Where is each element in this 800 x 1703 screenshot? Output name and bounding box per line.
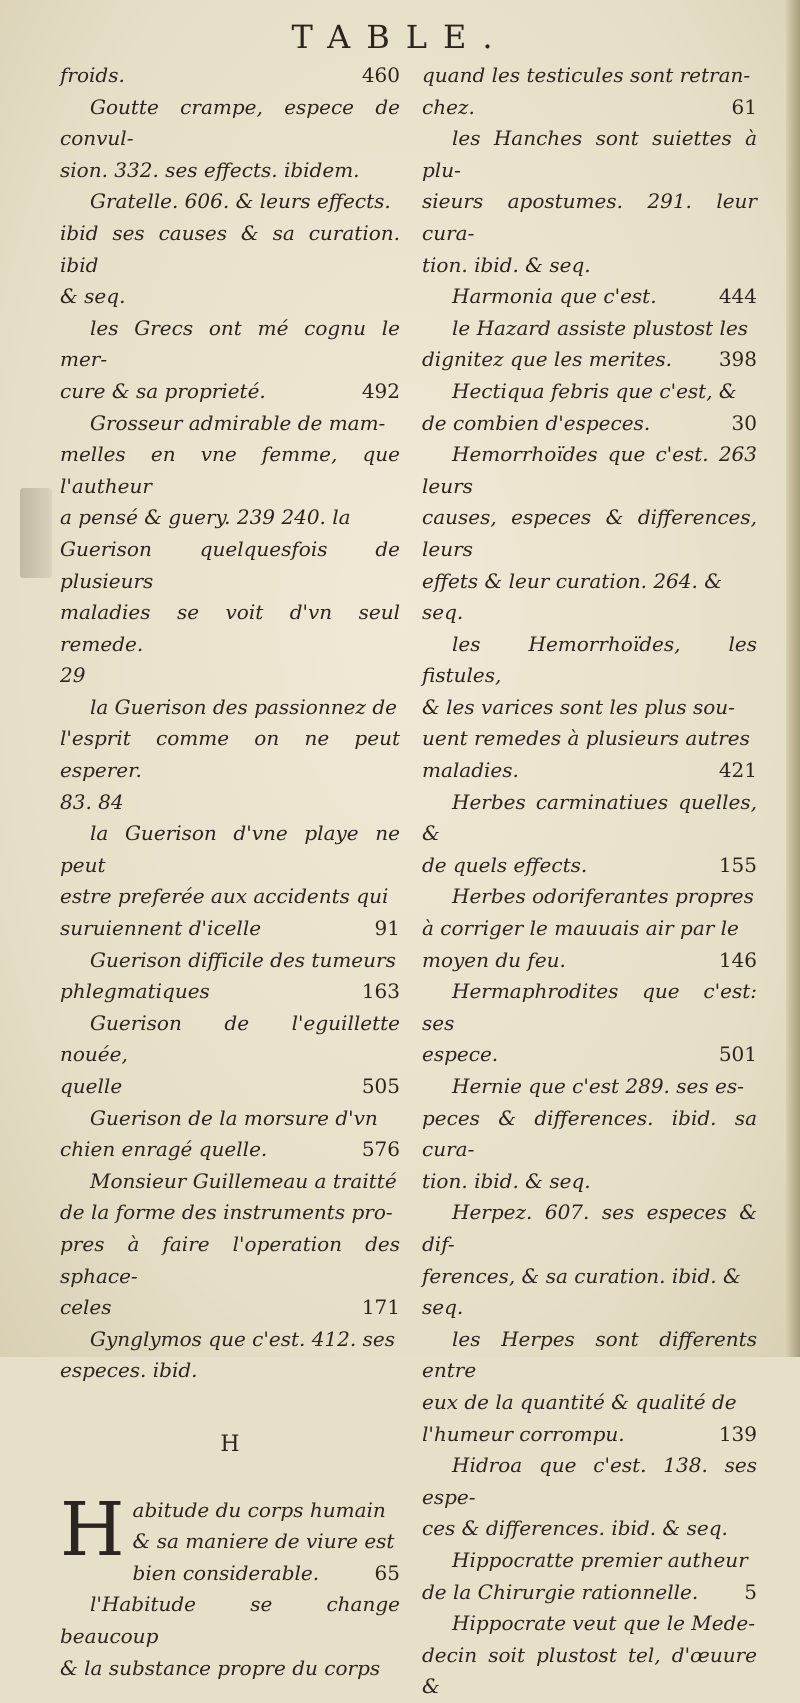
entry-line: eux de la quantité & qualité de: [422, 1389, 737, 1414]
entry-line: espece.: [422, 1042, 499, 1067]
entry-line: especes. ibid.: [60, 1358, 198, 1383]
dropcap-letter: H: [60, 1486, 125, 1573]
index-entry: [422, 1324, 757, 1450]
entry-line: sion. 332. ses effects. ibidem.: [60, 157, 360, 182]
entry-line: les Herpes sont differents entre: [422, 1326, 757, 1383]
entry-line: la Guerison d'vne playe ne peut: [60, 821, 400, 877]
entry-line: de combien d'especes.: [422, 410, 651, 435]
entry-line: Harmonia que c'est.: [452, 284, 657, 309]
entry-line: Guerison difficile des tumeurs: [90, 947, 396, 972]
entry-line: Gratelle. 606. & leurs effects.: [90, 189, 391, 214]
entry-line: 83. 84: [60, 789, 124, 814]
entry-line: & seq.: [60, 284, 126, 309]
entry-line: Hernie que c'est 289. ses es-: [452, 1074, 744, 1098]
page-number: 505: [361, 1074, 400, 1098]
index-entry: [422, 1545, 757, 1608]
entry-line: froids.: [60, 63, 125, 87]
entry-line: Grosseur admirable de mam-: [90, 410, 386, 435]
dropcap-page-number: 65: [374, 1560, 400, 1585]
index-entry: [60, 60, 400, 92]
entry-line: Guerison de la morsure d'vn: [90, 1105, 378, 1130]
dropcap-line-1: abitude du corps humain: [132, 1497, 386, 1522]
margin-stain: [20, 488, 52, 578]
index-entry: [60, 1166, 400, 1324]
page-number: 155: [718, 852, 757, 877]
left-column: [60, 60, 400, 1684]
index-entry: [422, 629, 757, 787]
index-entry: [60, 692, 400, 818]
entry-line: suruiennent d'icelle: [60, 916, 262, 941]
page-number: 576: [361, 1137, 400, 1162]
entry-line: Herbes carminatiues quelles, &: [422, 789, 757, 846]
entry-line: melles en vne femme, que l'autheur: [60, 442, 400, 498]
index-entry: [422, 313, 757, 376]
entry-line: le Hazard assiste plustost les: [452, 315, 749, 340]
entry-line: & les varices sont les plus sou-: [422, 694, 735, 719]
entry-line: phlegmatiques: [60, 979, 210, 1004]
index-entry: [60, 1103, 400, 1166]
entry-line: les Hanches sont suiettes à plu-: [422, 126, 757, 182]
page-edge: [786, 0, 800, 1357]
page-number: 421: [718, 758, 757, 783]
entry-line: l'humeur corrompu.: [422, 1421, 625, 1446]
page-number: 398: [718, 347, 757, 372]
entry-line: l'esprit comme on ne peut esperer.: [60, 726, 400, 783]
right-column: [422, 60, 757, 1703]
page-number: 501: [718, 1042, 757, 1067]
last-entry-line-2: & la substance propre du corps: [60, 1655, 381, 1680]
dropcap-line-3: bien considerable.: [132, 1560, 320, 1585]
page-number: 30: [731, 410, 757, 435]
last-entry: [60, 1589, 400, 1684]
index-entry: [60, 1008, 400, 1103]
entry-line: tion. ibid. & seq.: [422, 252, 591, 277]
index-entry: [422, 376, 757, 439]
section-letter: H: [220, 1431, 240, 1457]
page-number: 139: [718, 1421, 757, 1446]
entry-line: ferences, & sa curation. ibid. &: [422, 1263, 741, 1288]
entry-line: Monsieur Guillemeau a traitté: [90, 1168, 397, 1193]
entry-line: moyen du feu.: [422, 947, 566, 972]
entry-line: Hectiqua febris que c'est, &: [452, 378, 737, 403]
entry-line: les Hemorrhoïdes, les fistules,: [422, 631, 757, 688]
entry-line: celes: [60, 1295, 112, 1320]
entry-line: Herpez. 607. ses especes & dif-: [422, 1200, 757, 1256]
index-entry: [60, 186, 400, 312]
dropcap-entry: [60, 1486, 400, 1590]
entry-line: decin soit plustost tel, d'œuure &: [422, 1642, 757, 1699]
entry-line: 29: [60, 663, 86, 688]
entry-line: Herbes odoriferantes propres: [452, 884, 754, 909]
entry-line: dignitez que les merites.: [422, 347, 673, 372]
page-number: 444: [718, 284, 757, 309]
index-entry: [422, 281, 757, 313]
index-entry: [60, 1324, 400, 1387]
entry-line: Hippocrate veut que le Mede-: [452, 1611, 755, 1636]
index-entry: [422, 976, 757, 1071]
index-entry: [60, 945, 400, 1008]
entry-line: quand les testicules sont retran-: [422, 63, 751, 87]
last-entry-line-1: l'Habitude se change beaucoup: [60, 1592, 400, 1648]
entry-line: Gynglymos que c'est. 412. ses: [90, 1326, 395, 1351]
index-entry: [60, 92, 400, 187]
entry-line: chez.: [422, 94, 475, 119]
entry-line: cure & sa proprieté.: [60, 378, 266, 403]
index-entry: [60, 313, 400, 408]
page-number: 91: [374, 916, 400, 941]
page-title: TABLE.: [291, 18, 509, 56]
entry-line: Hippocratte premier autheur: [452, 1547, 748, 1572]
right-entries: [422, 60, 757, 1703]
entry-line: quelle: [60, 1074, 123, 1098]
entry-line: estre preferée aux accidents qui: [60, 884, 389, 909]
dropcap-line-2: & sa maniere de viure est: [132, 1529, 395, 1554]
entry-line: sieurs apostumes. 291. leur cura-: [422, 189, 757, 245]
entry-line: chien enragé quelle.: [60, 1137, 268, 1162]
index-entry: [422, 439, 757, 629]
entry-line: la Guerison des passionnez de: [90, 694, 397, 719]
page-number: 492: [361, 378, 400, 403]
index-entry: [422, 1197, 757, 1323]
entry-line: de la forme des instruments pro-: [60, 1200, 393, 1225]
entry-line: a pensé & guery. 239 240. la: [60, 505, 351, 530]
page-number: 171: [361, 1295, 400, 1320]
entry-line: de quels effects.: [422, 852, 588, 877]
entry-line: uent remedes à plusieurs autres: [422, 726, 750, 751]
entry-line: les Grecs ont mé cognu le mer-: [60, 315, 400, 372]
entry-line: tion. ibid. & seq.: [422, 1168, 591, 1193]
entry-line: effets & leur curation. 264. &: [422, 568, 723, 593]
entry-line: Hermaphrodites que c'est: ses: [422, 979, 757, 1035]
entry-line: Guerison quelquesfois de plusieurs: [60, 536, 400, 593]
entry-line: seq.: [422, 600, 464, 625]
page-number: 163: [361, 979, 400, 1004]
left-entries: [60, 60, 400, 1387]
index-entry: [422, 787, 757, 882]
index-entry: [422, 1071, 757, 1197]
index-entry: [422, 1450, 757, 1545]
entry-line: ibid ses causes & sa curation. ibid: [60, 220, 400, 277]
index-entry: [422, 123, 757, 281]
entry-line: seq.: [422, 1295, 464, 1320]
index-entry: [60, 408, 400, 692]
entry-line: ces & differences. ibid. & seq.: [422, 1516, 728, 1541]
entry-line: peces & differences. ibid. sa cura-: [422, 1105, 757, 1162]
entry-line: Hemorrhoïdes que c'est. 263 leurs: [422, 442, 757, 498]
entry-line: à corriger le mauuais air par le: [422, 916, 739, 941]
entry-line: de la Chirurgie rationnelle.: [422, 1579, 699, 1604]
entry-line: maladies.: [422, 758, 519, 783]
index-entry: [422, 1608, 757, 1703]
entry-line: Guerison de l'eguillette nouée,: [60, 1010, 400, 1067]
entry-line: causes, especes & differences, leurs: [422, 505, 757, 561]
page-number: 460: [361, 63, 400, 87]
index-entry: [60, 818, 400, 944]
index-entry: [422, 60, 757, 123]
page-number: 146: [718, 947, 757, 972]
page-number: 5: [744, 1579, 757, 1604]
index-entry: [422, 881, 757, 976]
entry-line: Hidroa que c'est. 138. ses espe-: [422, 1453, 757, 1509]
entry-line: maladies se voit d'vn seul remede.: [60, 600, 400, 656]
page-number: 61: [731, 94, 757, 119]
entry-line: pres à faire l'operation des sphace-: [60, 1231, 400, 1288]
entry-line: Goutte crampe, espece de convul-: [60, 94, 400, 151]
